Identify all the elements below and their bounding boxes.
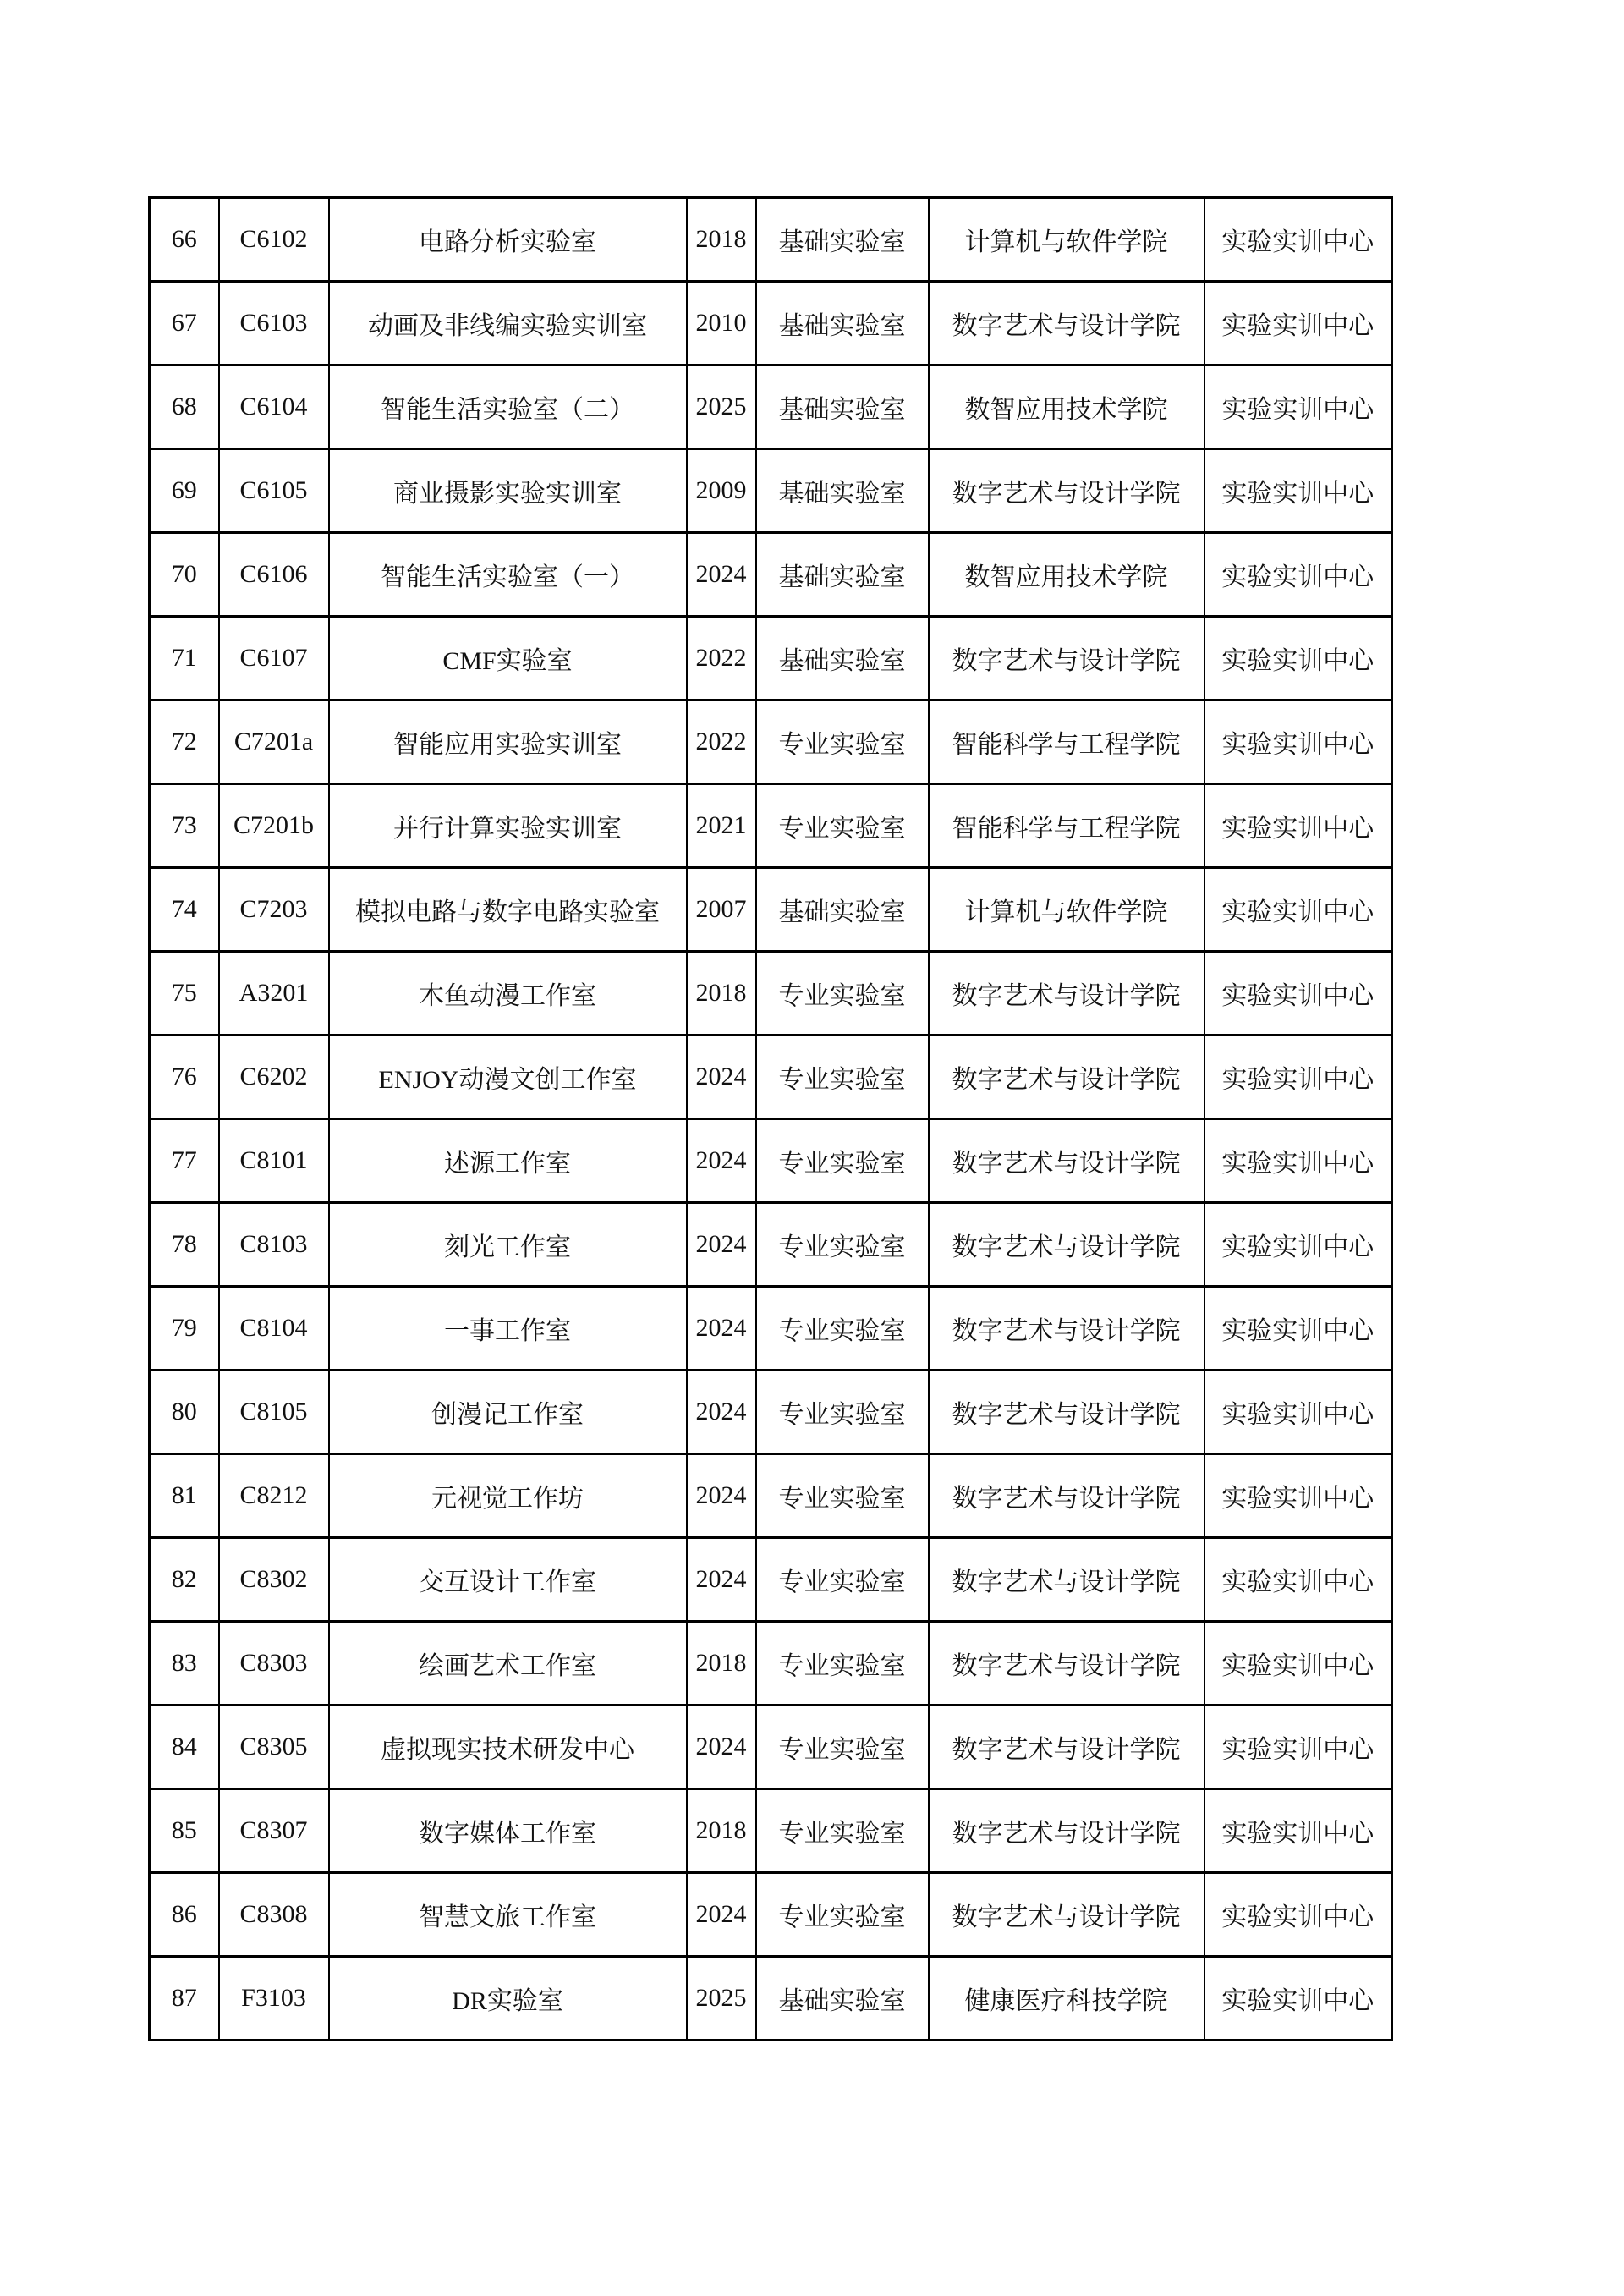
department-cell: 实验实训中心 <box>1204 1370 1392 1454</box>
lab-name-cell: 并行计算实验实训室 <box>329 784 687 868</box>
college-cell: 数字艺术与设计学院 <box>929 1287 1204 1370</box>
row-number-cell: 76 <box>150 1035 219 1119</box>
year-cell: 2024 <box>687 1370 756 1454</box>
college-cell: 数字艺术与设计学院 <box>929 1370 1204 1454</box>
lab-name-cell: CMF实验室 <box>329 617 687 700</box>
row-number-cell: 87 <box>150 1957 219 2041</box>
lab-name-cell: 智能应用实验实训室 <box>329 700 687 784</box>
department-cell: 实验实训中心 <box>1204 449 1392 533</box>
department-cell: 实验实训中心 <box>1204 1957 1392 2041</box>
college-cell: 数字艺术与设计学院 <box>929 282 1204 365</box>
college-cell: 数字艺术与设计学院 <box>929 1454 1204 1538</box>
room-code-cell: C6105 <box>219 449 329 533</box>
room-code-cell: C6102 <box>219 198 329 282</box>
table-row <box>150 617 1392 700</box>
room-code-cell: C8303 <box>219 1622 329 1706</box>
year-cell: 2025 <box>687 365 756 449</box>
row-number-cell: 68 <box>150 365 219 449</box>
table-row <box>150 1789 1392 1873</box>
year-cell: 2025 <box>687 1957 756 2041</box>
year-cell: 2024 <box>687 1454 756 1538</box>
college-cell: 数字艺术与设计学院 <box>929 1706 1204 1789</box>
table-row <box>150 198 1392 282</box>
lab-type-cell: 基础实验室 <box>756 617 929 700</box>
lab-name-cell: 智能生活实验室（一） <box>329 533 687 617</box>
lab-name-cell: 木鱼动漫工作室 <box>329 952 687 1035</box>
table-row <box>150 784 1392 868</box>
table-row <box>150 952 1392 1035</box>
department-cell: 实验实训中心 <box>1204 617 1392 700</box>
year-cell: 2024 <box>687 533 756 617</box>
lab-type-cell: 基础实验室 <box>756 1957 929 2041</box>
department-cell: 实验实训中心 <box>1204 952 1392 1035</box>
college-cell: 计算机与软件学院 <box>929 198 1204 282</box>
lab-name-cell: 一事工作室 <box>329 1287 687 1370</box>
row-number-cell: 77 <box>150 1119 219 1203</box>
table-row <box>150 1119 1392 1203</box>
department-cell: 实验实训中心 <box>1204 1622 1392 1706</box>
room-code-cell: C8104 <box>219 1287 329 1370</box>
college-cell: 数字艺术与设计学院 <box>929 1035 1204 1119</box>
year-cell: 2009 <box>687 449 756 533</box>
department-cell: 实验实训中心 <box>1204 1203 1392 1287</box>
lab-name-cell: 模拟电路与数字电路实验室 <box>329 868 687 952</box>
department-cell: 实验实训中心 <box>1204 784 1392 868</box>
college-cell: 数智应用技术学院 <box>929 365 1204 449</box>
lab-name-cell: 电路分析实验室 <box>329 198 687 282</box>
row-number-cell: 67 <box>150 282 219 365</box>
table-row <box>150 1957 1392 2041</box>
college-cell: 数字艺术与设计学院 <box>929 1119 1204 1203</box>
row-number-cell: 71 <box>150 617 219 700</box>
year-cell: 2007 <box>687 868 756 952</box>
room-code-cell: C6107 <box>219 617 329 700</box>
lab-type-cell: 专业实验室 <box>756 952 929 1035</box>
room-code-cell: C8302 <box>219 1538 329 1622</box>
table-row <box>150 1873 1392 1957</box>
department-cell: 实验实训中心 <box>1204 1287 1392 1370</box>
row-number-cell: 83 <box>150 1622 219 1706</box>
year-cell: 2018 <box>687 952 756 1035</box>
table-row <box>150 1622 1392 1706</box>
room-code-cell: C8212 <box>219 1454 329 1538</box>
row-number-cell: 79 <box>150 1287 219 1370</box>
year-cell: 2010 <box>687 282 756 365</box>
lab-type-cell: 基础实验室 <box>756 533 929 617</box>
table-row <box>150 1370 1392 1454</box>
room-code-cell: C7201b <box>219 784 329 868</box>
lab-type-cell: 专业实验室 <box>756 700 929 784</box>
lab-type-cell: 专业实验室 <box>756 1035 929 1119</box>
row-number-cell: 75 <box>150 952 219 1035</box>
room-code-cell: A3201 <box>219 952 329 1035</box>
lab-name-cell: 述源工作室 <box>329 1119 687 1203</box>
year-cell: 2024 <box>687 1119 756 1203</box>
table-row <box>150 1203 1392 1287</box>
college-cell: 数字艺术与设计学院 <box>929 617 1204 700</box>
college-cell: 数字艺术与设计学院 <box>929 1538 1204 1622</box>
lab-name-cell: 绘画艺术工作室 <box>329 1622 687 1706</box>
lab-name-cell: ENJOY动漫文创工作室 <box>329 1035 687 1119</box>
table-row <box>150 1035 1392 1119</box>
table-row <box>150 1706 1392 1789</box>
room-code-cell: F3103 <box>219 1957 329 2041</box>
lab-type-cell: 专业实验室 <box>756 1203 929 1287</box>
room-code-cell: C6103 <box>219 282 329 365</box>
lab-type-cell: 专业实验室 <box>756 1789 929 1873</box>
row-number-cell: 80 <box>150 1370 219 1454</box>
college-cell: 数字艺术与设计学院 <box>929 449 1204 533</box>
lab-type-cell: 基础实验室 <box>756 198 929 282</box>
college-cell: 智能科学与工程学院 <box>929 700 1204 784</box>
row-number-cell: 81 <box>150 1454 219 1538</box>
room-code-cell: C8308 <box>219 1873 329 1957</box>
year-cell: 2022 <box>687 700 756 784</box>
row-number-cell: 69 <box>150 449 219 533</box>
room-code-cell: C6104 <box>219 365 329 449</box>
department-cell: 实验实训中心 <box>1204 1119 1392 1203</box>
lab-name-cell: 虚拟现实技术研发中心 <box>329 1706 687 1789</box>
lab-type-cell: 专业实验室 <box>756 1622 929 1706</box>
table-row <box>150 449 1392 533</box>
lab-table <box>148 196 1393 2041</box>
college-cell: 数字艺术与设计学院 <box>929 1203 1204 1287</box>
lab-type-cell: 专业实验室 <box>756 784 929 868</box>
lab-type-cell: 基础实验室 <box>756 868 929 952</box>
college-cell: 智能科学与工程学院 <box>929 784 1204 868</box>
department-cell: 实验实训中心 <box>1204 1706 1392 1789</box>
room-code-cell: C8103 <box>219 1203 329 1287</box>
row-number-cell: 85 <box>150 1789 219 1873</box>
department-cell: 实验实训中心 <box>1204 533 1392 617</box>
year-cell: 2022 <box>687 617 756 700</box>
lab-type-cell: 专业实验室 <box>756 1287 929 1370</box>
college-cell: 数字艺术与设计学院 <box>929 1789 1204 1873</box>
table-row <box>150 1287 1392 1370</box>
room-code-cell: C8305 <box>219 1706 329 1789</box>
table-row <box>150 700 1392 784</box>
department-cell: 实验实训中心 <box>1204 365 1392 449</box>
lab-name-cell: 创漫记工作室 <box>329 1370 687 1454</box>
table-row <box>150 868 1392 952</box>
college-cell: 数智应用技术学院 <box>929 533 1204 617</box>
lab-type-cell: 专业实验室 <box>756 1873 929 1957</box>
table-row <box>150 1454 1392 1538</box>
college-cell: 数字艺术与设计学院 <box>929 1873 1204 1957</box>
department-cell: 实验实训中心 <box>1204 1873 1392 1957</box>
lab-name-cell: 动画及非线编实验实训室 <box>329 282 687 365</box>
lab-name-cell: 智能生活实验室（二） <box>329 365 687 449</box>
year-cell: 2024 <box>687 1706 756 1789</box>
lab-type-cell: 基础实验室 <box>756 282 929 365</box>
row-number-cell: 84 <box>150 1706 219 1789</box>
college-cell: 计算机与软件学院 <box>929 868 1204 952</box>
lab-type-cell: 基础实验室 <box>756 365 929 449</box>
college-cell: 数字艺术与设计学院 <box>929 1622 1204 1706</box>
lab-table-body <box>150 198 1392 2041</box>
row-number-cell: 73 <box>150 784 219 868</box>
room-code-cell: C7201a <box>219 700 329 784</box>
row-number-cell: 70 <box>150 533 219 617</box>
department-cell: 实验实训中心 <box>1204 700 1392 784</box>
row-number-cell: 66 <box>150 198 219 282</box>
lab-name-cell: 刻光工作室 <box>329 1203 687 1287</box>
lab-name-cell: DR实验室 <box>329 1957 687 2041</box>
lab-type-cell: 专业实验室 <box>756 1706 929 1789</box>
year-cell: 2018 <box>687 1622 756 1706</box>
row-number-cell: 86 <box>150 1873 219 1957</box>
room-code-cell: C6202 <box>219 1035 329 1119</box>
row-number-cell: 74 <box>150 868 219 952</box>
room-code-cell: C7203 <box>219 868 329 952</box>
year-cell: 2024 <box>687 1873 756 1957</box>
lab-name-cell: 元视觉工作坊 <box>329 1454 687 1538</box>
year-cell: 2024 <box>687 1538 756 1622</box>
department-cell: 实验实训中心 <box>1204 868 1392 952</box>
table-row <box>150 1538 1392 1622</box>
lab-name-cell: 商业摄影实验实训室 <box>329 449 687 533</box>
lab-type-cell: 专业实验室 <box>756 1538 929 1622</box>
year-cell: 2018 <box>687 198 756 282</box>
lab-name-cell: 数字媒体工作室 <box>329 1789 687 1873</box>
room-code-cell: C8307 <box>219 1789 329 1873</box>
room-code-cell: C8101 <box>219 1119 329 1203</box>
year-cell: 2024 <box>687 1287 756 1370</box>
table-row <box>150 365 1392 449</box>
department-cell: 实验实训中心 <box>1204 1035 1392 1119</box>
table-row <box>150 533 1392 617</box>
year-cell: 2024 <box>687 1035 756 1119</box>
college-cell: 数字艺术与设计学院 <box>929 952 1204 1035</box>
lab-type-cell: 专业实验室 <box>756 1370 929 1454</box>
row-number-cell: 82 <box>150 1538 219 1622</box>
college-cell: 健康医疗科技学院 <box>929 1957 1204 2041</box>
year-cell: 2018 <box>687 1789 756 1873</box>
department-cell: 实验实训中心 <box>1204 198 1392 282</box>
lab-type-cell: 基础实验室 <box>756 449 929 533</box>
row-number-cell: 78 <box>150 1203 219 1287</box>
year-cell: 2021 <box>687 784 756 868</box>
year-cell: 2024 <box>687 1203 756 1287</box>
room-code-cell: C6106 <box>219 533 329 617</box>
department-cell: 实验实训中心 <box>1204 1789 1392 1873</box>
department-cell: 实验实训中心 <box>1204 1454 1392 1538</box>
room-code-cell: C8105 <box>219 1370 329 1454</box>
lab-name-cell: 智慧文旅工作室 <box>329 1873 687 1957</box>
row-number-cell: 72 <box>150 700 219 784</box>
lab-name-cell: 交互设计工作室 <box>329 1538 687 1622</box>
lab-type-cell: 专业实验室 <box>756 1119 929 1203</box>
lab-type-cell: 专业实验室 <box>756 1454 929 1538</box>
department-cell: 实验实训中心 <box>1204 1538 1392 1622</box>
department-cell: 实验实训中心 <box>1204 282 1392 365</box>
table-row <box>150 282 1392 365</box>
